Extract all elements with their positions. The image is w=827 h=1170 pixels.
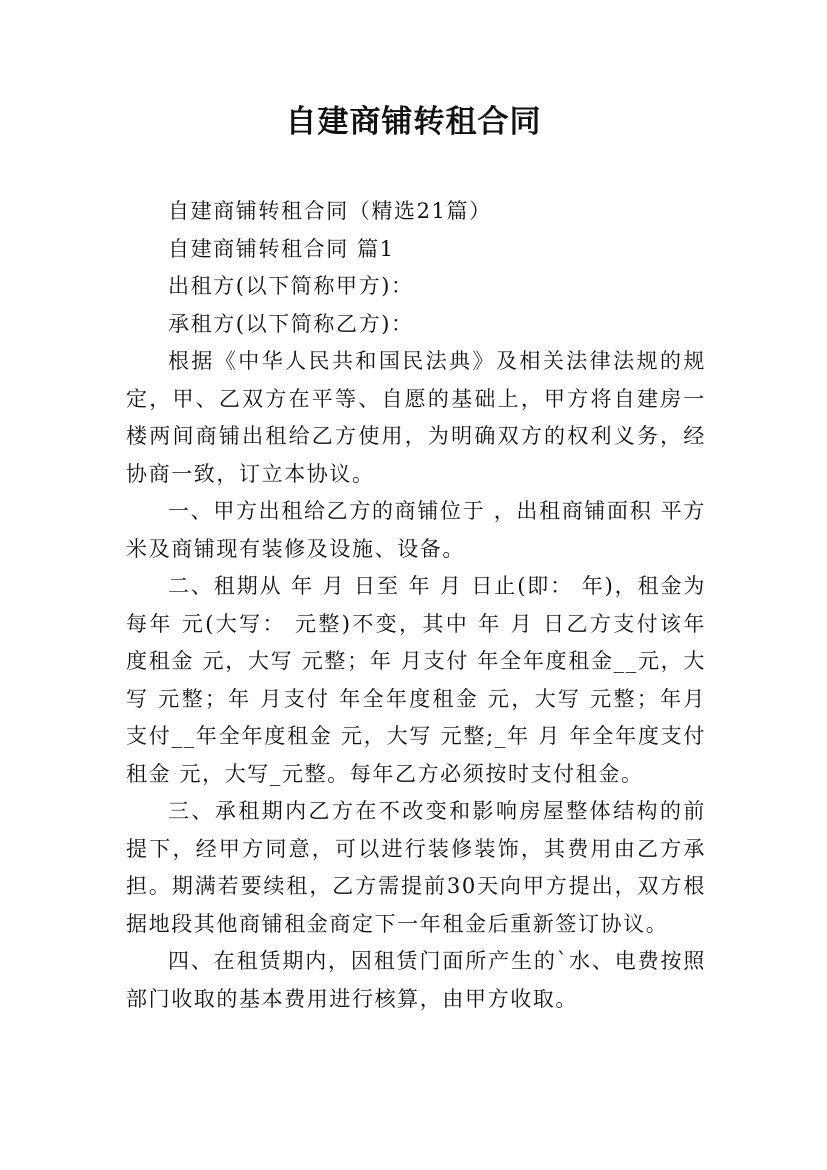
paragraph-lessee: 承租方(以下简称乙方)：	[168, 311, 414, 336]
paragraph-clause-1: 一、甲方出租给乙方的商铺位于 ，出租商铺面积 平方米及商铺现有装修及设施、设备。	[126, 499, 706, 561]
paragraph-subtitle: 自建商铺转租合同（精选21篇）	[168, 199, 492, 223]
paragraph-clause-3: 三、承租期内乙方在不改变和影响房屋整体结构的前提下，经甲方同意，可以进行装修装饰，其费用由乙方承担。期满若要续租，乙方需提前30天向甲方提出，双方根据地段其他商铺租金商定下一年租金后重新签订协议。	[126, 799, 706, 936]
document-body	[126, 193, 706, 1018]
document-title: 自建商铺转租合同	[285, 104, 542, 140]
paragraph-clause-4: 四、在租赁期内，因租赁门面所产生的`水、电费按照部门收取的基本费用进行核算，由甲方收取。	[126, 949, 706, 1011]
paragraph-lessor: 出租方(以下简称甲方)：	[168, 274, 414, 298]
paragraph-section-heading: 自建商铺转租合同 篇1	[168, 236, 395, 261]
paragraph-clause-2: 二、租期从 年 月 日至 年 月 日止(即： 年)，租金为每年 元(大写： 元整)不变，其中 年 月 日乙方支付该年度租金 元，大写 元整；年 月支付 年全年度租金__元，大写 元整；年 月支付 年全年度租金 元，大写 元整；年月支付__年全年度租金 元，大写 元整;_年 月 年全年度支付租金 元，大写_元整。每年乙方必须按时支付租金。	[126, 574, 706, 786]
paragraph-preamble: 根据《中华人民共和国民法典》及相关法律法规的规定，甲、乙双方在平等、自愿的基础上，甲方将自建房一楼两间商铺出租给乙方使用，为明确双方的权利义务，经协商一致，订立本协议。	[126, 349, 706, 486]
